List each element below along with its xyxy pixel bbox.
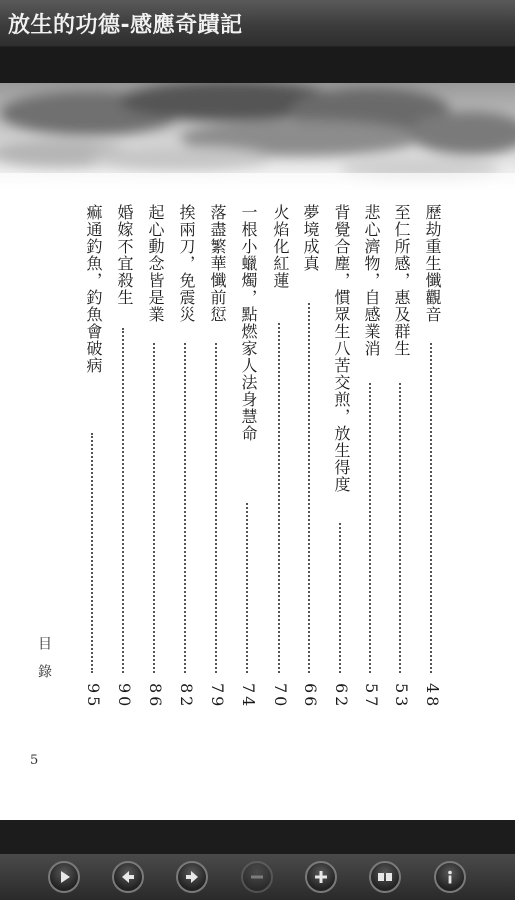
zoom-out-button[interactable] [241,861,273,893]
title-bar [0,0,515,47]
plus-icon [312,868,330,886]
page-folio-number: 5 [30,753,39,768]
toc-heading: 目錄 [36,636,52,692]
footer-spacer [0,820,515,854]
toc-page-3: 57 [362,683,381,710]
app-title: 放生的功德-感應奇蹟記 [8,13,243,38]
zoom-in-button[interactable] [305,861,337,893]
toc-page-2: 53 [392,683,411,710]
toc-page-11: 90 [115,683,134,710]
toc-entry-2[interactable]: 至仁所感，惠及群生 [392,204,411,357]
toc-page-6: 70 [271,683,290,710]
toc-leader [215,343,219,673]
two-page-view-button[interactable] [369,861,401,893]
play-icon [55,868,73,886]
toc-leader [399,383,403,673]
two-pages-icon [376,868,394,886]
toc-entry-6[interactable]: 火焰化紅蓮 [271,204,290,289]
toc-page-7: 74 [239,683,258,710]
info-button[interactable] [434,861,466,893]
toc-entry-8[interactable]: 落盡繁華懺前愆 [208,204,227,323]
toc-page-10: 86 [146,683,165,710]
toc-leader [91,433,95,673]
toc-leader [246,503,250,673]
toc-leader [430,343,434,673]
toc-leader [153,343,157,673]
toc-entry-10[interactable]: 起心動念皆是業 [146,204,165,323]
toc-leader [184,343,188,673]
toc-leader [122,328,126,673]
play-button[interactable] [48,861,80,893]
toc-entry-12[interactable]: 痲通釣魚，釣魚會破病 [84,204,103,374]
next-page-button[interactable] [176,861,208,893]
toc-page-1: 48 [423,683,442,710]
toc-leader [278,323,282,673]
previous-page-button[interactable] [112,861,144,893]
header-spacer [0,47,515,83]
toc-page-4: 62 [332,683,351,710]
info-icon [441,868,459,886]
toc-leader [339,523,343,673]
toc-entry-5[interactable]: 夢境成真 [301,204,320,272]
toc-entry-11[interactable]: 婚嫁不宜殺生 [115,204,134,306]
toc-entry-9[interactable]: 挨兩刀，免震災 [177,204,196,323]
toc-entry-1[interactable]: 歷劫重生懺觀音 [423,204,442,323]
toc-page-12: 95 [84,683,103,710]
toc-page-9: 82 [177,683,196,710]
toc-leader [369,383,373,673]
book-page[interactable] [0,83,515,820]
toc-entry-3[interactable]: 悲心濟物，自感業消 [362,204,381,357]
minus-icon [248,868,266,886]
toc-page-8: 79 [208,683,227,710]
toc-leader [308,303,312,673]
cloud-header-image [0,83,515,193]
toc-entry-4[interactable]: 背覺合塵，慣眾生八苦交煎，放生得度 [332,204,351,493]
arrow-left-icon [119,868,137,886]
reader-toolbar [0,854,515,900]
toc-entry-7[interactable]: 一根小蠟燭，點燃家人法身慧命 [239,204,258,442]
arrow-right-icon [183,868,201,886]
toc-page-5: 66 [301,683,320,710]
